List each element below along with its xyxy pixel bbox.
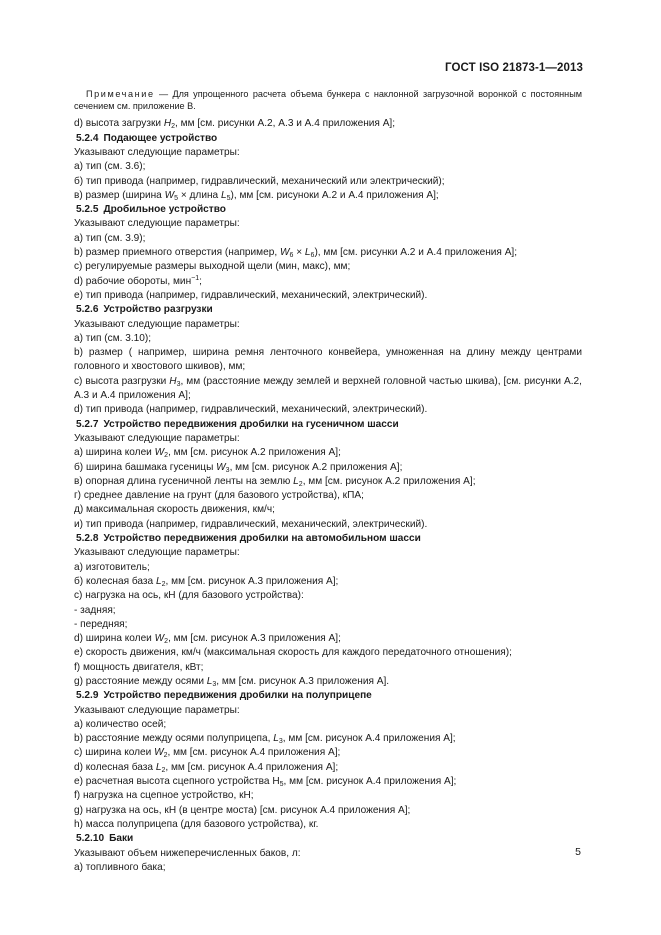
section-heading [74, 689, 582, 703]
list-item: d) ширина колеи $W_2$, мм [см. рисунок А.3 приложения А]; [74, 633, 341, 646]
list-item: в) опорная длина гусеничной ленты на землю $L_2$, мм [см. рисунок А.2 приложения А]; [74, 475, 476, 488]
list-item: б) тип привода (например, гидравлический, механический или электрический); [74, 175, 445, 187]
list-item: а) тип (см. 3.10); [74, 332, 152, 344]
list-item: - задняя; [74, 604, 116, 616]
section-title: Устройство разгрузки [103, 304, 213, 316]
list-item: d) колесная база $L_2$, мм [см. рисунок А.4 приложения А]; [74, 761, 339, 774]
section-title: Устройство передвижения дробилки на полуприцепе [103, 690, 372, 702]
section-number: 5.2.6 [76, 304, 99, 316]
section-number: 5.2.4 [76, 132, 99, 144]
list-item: - передняя; [74, 618, 128, 630]
section-title: Устройство передвижения дробилки на автомобильном шасси [103, 533, 421, 545]
section-heading [74, 418, 582, 432]
page-number: 5 [575, 846, 581, 858]
list-item: с) высота разгрузки $H_3$, мм (расстояние между землей и верхней головной частью шкива), [см. рисунки А.2, А.3 и А.4 приложения А]; [74, 375, 582, 402]
list-item: с) ширина колеи $W_2$, мм [см. рисунок А.4 приложения А]; [74, 747, 341, 760]
list-item: е) скорость движения, км/ч (максимальная скорость для каждого передаточного отношения); [74, 647, 512, 659]
note-text: — Для упрощенного расчета объема бункера с наклонной загрузочной воронкой с постоянным сечением см. приложение В. [74, 89, 582, 112]
list-item: б) колесная база $L_2$, мм [см. рисунок А.3 приложения А]; [74, 575, 339, 588]
section-title: Устройство передвижения дробилки на гусеничном шасси [103, 418, 399, 430]
list-item: d) тип привода (например, гидравлический, механический, электрический). [74, 404, 428, 416]
list-item: а) количество осей; [74, 718, 167, 730]
list-item: b) размер ( например, ширина ремня ленточного конвейера, умноженная на длину между центрами головного и хвостового шкивов), мм; [74, 347, 582, 373]
list-item: d) высота загрузки $H_2$, мм [см. рисунки А.2, А.3 и А.4 приложения А]; [74, 118, 396, 131]
list-item: f) мощность двигателя, кВт; [74, 661, 204, 673]
section-heading [74, 303, 582, 317]
list-item: д) максимальная скорость движения, км/ч; [74, 504, 275, 516]
list-item: е) тип привода (например, гидравлический, механический, электрический). [74, 289, 428, 301]
list-item: с) регулируемые размеры выходной щели (мин, макс), мм; [74, 261, 351, 273]
section-number: 5.2.10 [76, 833, 105, 845]
list-item: Указывают следующие параметры: [74, 547, 240, 559]
section-heading [74, 832, 582, 846]
list-item: е) расчетная высота сцепного устройства $H_5$, мм [см. рисунок А.4 приложения А]; [74, 776, 457, 789]
item-list [74, 117, 582, 875]
list-item: а) топливного бака; [74, 861, 166, 873]
list-item: h) масса полуприцепа (для базового устройства), кг. [74, 818, 319, 830]
section-heading [74, 132, 582, 146]
section-title: Дробильное устройство [103, 204, 226, 216]
list-item: b) расстояние между осями полуприцепа, $L_3$, мм [см. рисунок А.4 приложения А]; [74, 733, 456, 746]
list-item: f) нагрузка на сцепное устройство, кН; [74, 790, 254, 802]
list-item: б) ширина башмака гусеницы $W_3$, мм [см. рисунок А.2 приложения А]; [74, 461, 403, 474]
list-item: и) тип привода (например, гидравлический, механический, электрический). [74, 518, 428, 530]
list-item: а) тип (см. 3.6); [74, 161, 146, 173]
note-label: Примечание [86, 89, 155, 99]
list-item: d) рабочие обороты, мин$^{-1}$; [74, 274, 202, 287]
section-number: 5.2.5 [76, 204, 99, 216]
list-item: Указывают следующие параметры: [74, 432, 240, 444]
list-item: а) изготовитель; [74, 561, 150, 573]
list-item: g) нагрузка на ось, кН (в центре моста) [см. рисунок А.4 приложения А]; [74, 804, 411, 816]
list-item: Указывают следующие параметры: [74, 147, 240, 158]
list-item: в) размер (ширина $W_5$ × длина $L_5$), мм [см. рисуноки А.2 и А.4 приложения А]; [74, 189, 439, 202]
list-item: г) среднее давление на грунт (для базового устройства), кПА; [74, 490, 364, 502]
note [74, 88, 582, 112]
section-title: Баки [109, 833, 134, 845]
section-number: 5.2.7 [76, 418, 99, 430]
section-title: Подающее устройство [103, 132, 218, 144]
section-number: 5.2.9 [76, 690, 99, 702]
list-item: Указывают объем нижеперечисленных баков, л: [74, 847, 301, 859]
list-item: g) расстояние между осями $L_3$, мм [см. рисунок А.3 приложения А]. [74, 675, 390, 688]
list-item: Указывают следующие параметры: [74, 218, 240, 230]
list-item: а) тип (см. 3.9); [74, 232, 146, 244]
page-content [74, 88, 582, 875]
list-item: а) ширина колеи $W_2$, мм [см. рисунок А.2 приложения А]; [74, 447, 341, 460]
document-code: ГОСТ ISO 21873-1—2013 [445, 62, 583, 74]
list-item: b) размер приемного отверстия (например, $W_6 \times L_6$), мм [см. рисунки А.2 и А.4 приложения А]; [74, 247, 518, 260]
section-heading [74, 203, 582, 217]
section-number: 5.2.8 [76, 533, 99, 545]
list-item: Указывают следующие параметры: [74, 704, 240, 716]
section-heading [74, 532, 582, 546]
list-item: с) нагрузка на ось, кН (для базового устройства): [74, 590, 304, 602]
list-item: Указывают следующие параметры: [74, 318, 240, 330]
